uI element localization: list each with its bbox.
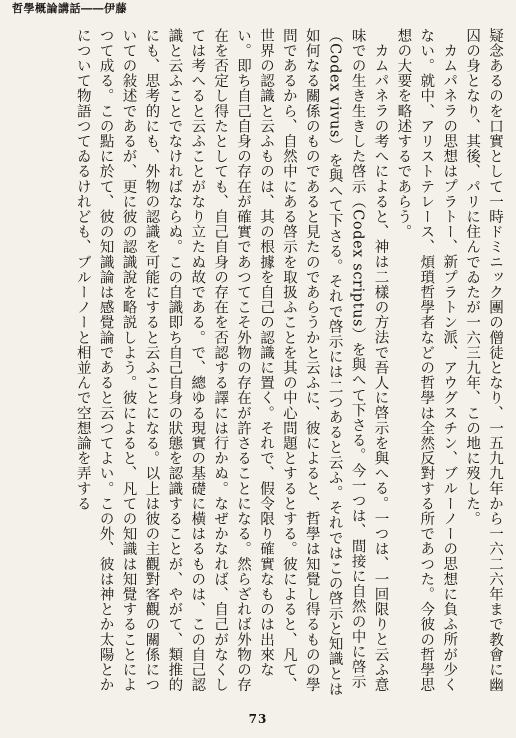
running-head: 哲學概論講話――伊藤 (12, 2, 127, 15)
page-number: 73 (248, 712, 268, 726)
body-text (12, 28, 506, 700)
paragraph-continuation: 疑念あるのを口實として一時ドミニック團の僧徒となり、一五九九年から一六二六年まで教會に幽囚の身となり、其後、パリに住んでゐたが一六三九年、この地に歿した。 (464, 28, 503, 693)
paragraph-revelation-and-knowledge: カムパネラの考へによると、神は二樣の方法で吾人に啓示を與へる。一つは、一回限りと云ふ意味での生き生きした啓示（Codex scriptus）を與へて下さる。今一つは、間接に自然の中に啓示（Codex vivus）を與へて下さる。それで啓示には二つあると云ふ。それではこの啓示と知識とは如何なる關係のものであると見たのであらうかと云ふに、彼によると、哲學は知覺し得るものの學問であるから、自然中にある啓示を取扱ふことを其の中心問題とするとする。彼によると、凡て、世界の認識と云ふものは、其の根據を自己の認識に置く。それで、假令限り確實なものは出來ない。即ち自己自身の存在が確實であつてこそ外物の存在が許さることになる。然らざれば外物の存在を否定し得たとしても、自己自身の存在を否認する譯には行かぬ。なぜかなれば、自己がなくしては考へると云ふことがなり立たぬ故である。で、總ゆる現實の基礎に橫はるものは、この自己認識と云ふことでなければならぬ。この自識即ち自己自身の狀態を認識することが、やがて、類推的にも、思考的にも、外物の認識を可能にすると云ふことになる。以上は彼の主觀對客觀の關係についての敍述であるが、更に彼の認識說を略説しよう。彼によると、凡ての知識は知覺することによつて成る。この點に於て、彼の知識論は感覺論であると云つてよい。この外、彼は神とか太陽とかについて物語つてゐるけれども、ブルーノーと相並んで空想論を弄する (74, 28, 389, 697)
paragraph-influences: カムパネラの思想はプラトー、新プラトン派、アウグスチン、ブルーノーの思想に負ふ所が少くない。就中、アリストテレース、煩瑣哲學者などの哲學は全然反對する所であつた。今彼の哲學思想の大要を略述するであらう。 (395, 28, 458, 693)
